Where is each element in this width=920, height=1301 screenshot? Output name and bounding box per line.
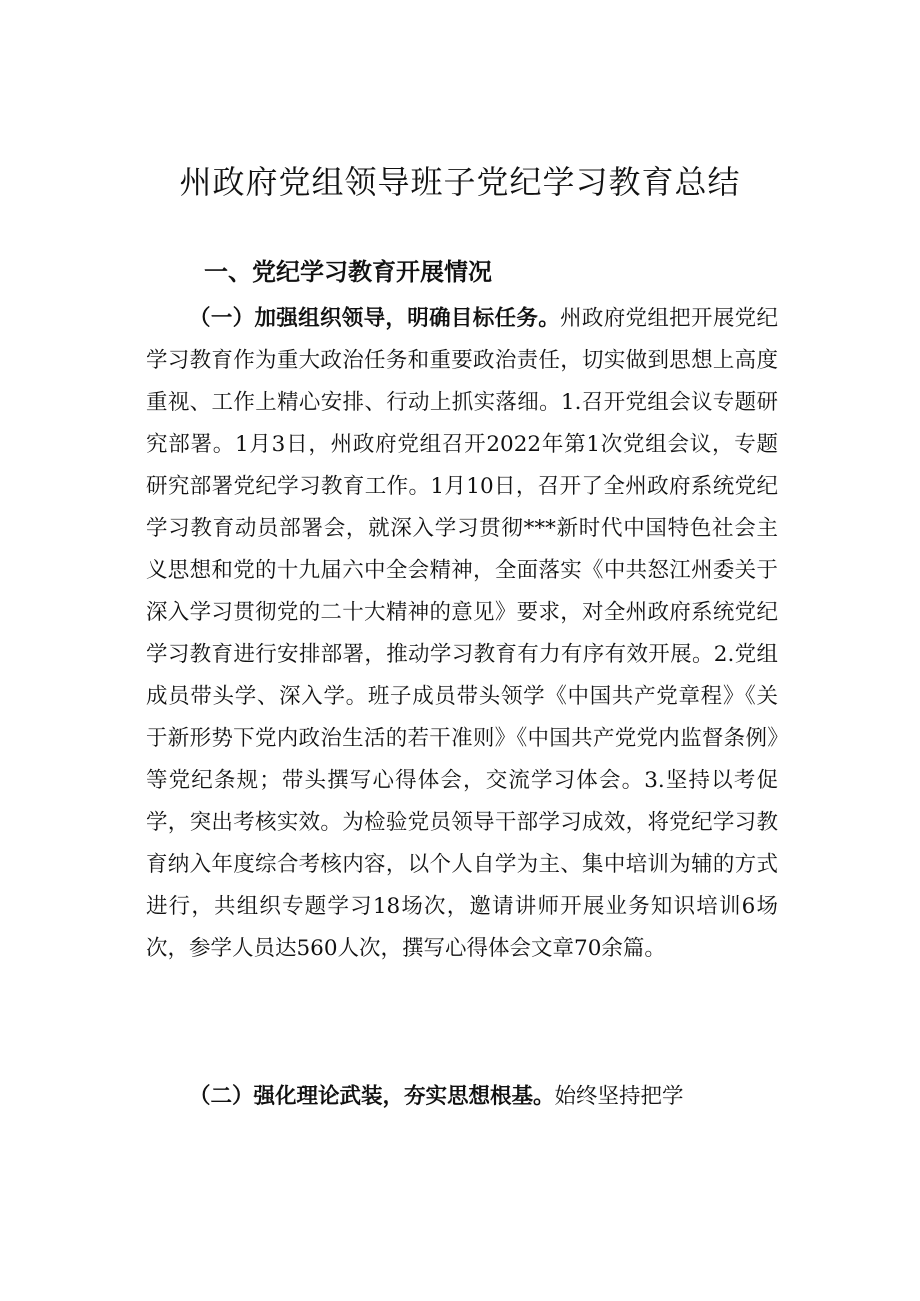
paragraph-text: 州政府党组把开展党纪学习教育作为重大政治任务和重要政治责任，切实做到思想上高度重视、工作上精心安排、行动上抓实落细。1.召开党组会议专题研究部署。1月3日，州政府党组召开2022年第1次党组会议，专题研究部署党纪学习教育工作。1月10日，召开了全州政府系统党纪学习教育动员部署会，就深入学习贯彻***新时代中国特色社会主义思想和党的十九届六中全会精神，全面落实《中共怒江州委关于深入学习贯彻党的二十大精神的意见》要求，对全州政府系统党纪学习教育进行安排部署，推动学习教育有力有序有效开展。2.党组成员带头学、深入学。班子成员带头领学《中国共产党章程》《关于新形势下党内政治生活的若干准则》《中国共产党党内监督条例》等党纪条规；带头撰写心得体会，交流学习体会。3.坚持以考促学，突出考核实效。为检验党员领导干部学习成效，将党纪学习教育纳入年度综合考核内容，以个人自学为主、集中培训为辅的方式进行，共组织专题学习18场次，邀请讲师开展业务知识培训6场次，参学人员达560人次，撰写心得体会文章70余篇。 [146, 306, 778, 961]
paragraph-lead: （二）强化理论武装，夯实思想根基。 [189, 1084, 555, 1109]
paragraph-text: 始终坚持把学 [554, 1084, 684, 1109]
section-heading: 一、党纪学习教育开展情况 [204, 258, 492, 286]
document-title: 州政府党组领导班子党纪学习教育总结 [179, 163, 741, 201]
body-paragraph [146, 1076, 778, 1118]
paragraph-lead: （一）加强组织领导，明确目标任务。 [189, 306, 561, 331]
body-paragraph [146, 298, 778, 970]
